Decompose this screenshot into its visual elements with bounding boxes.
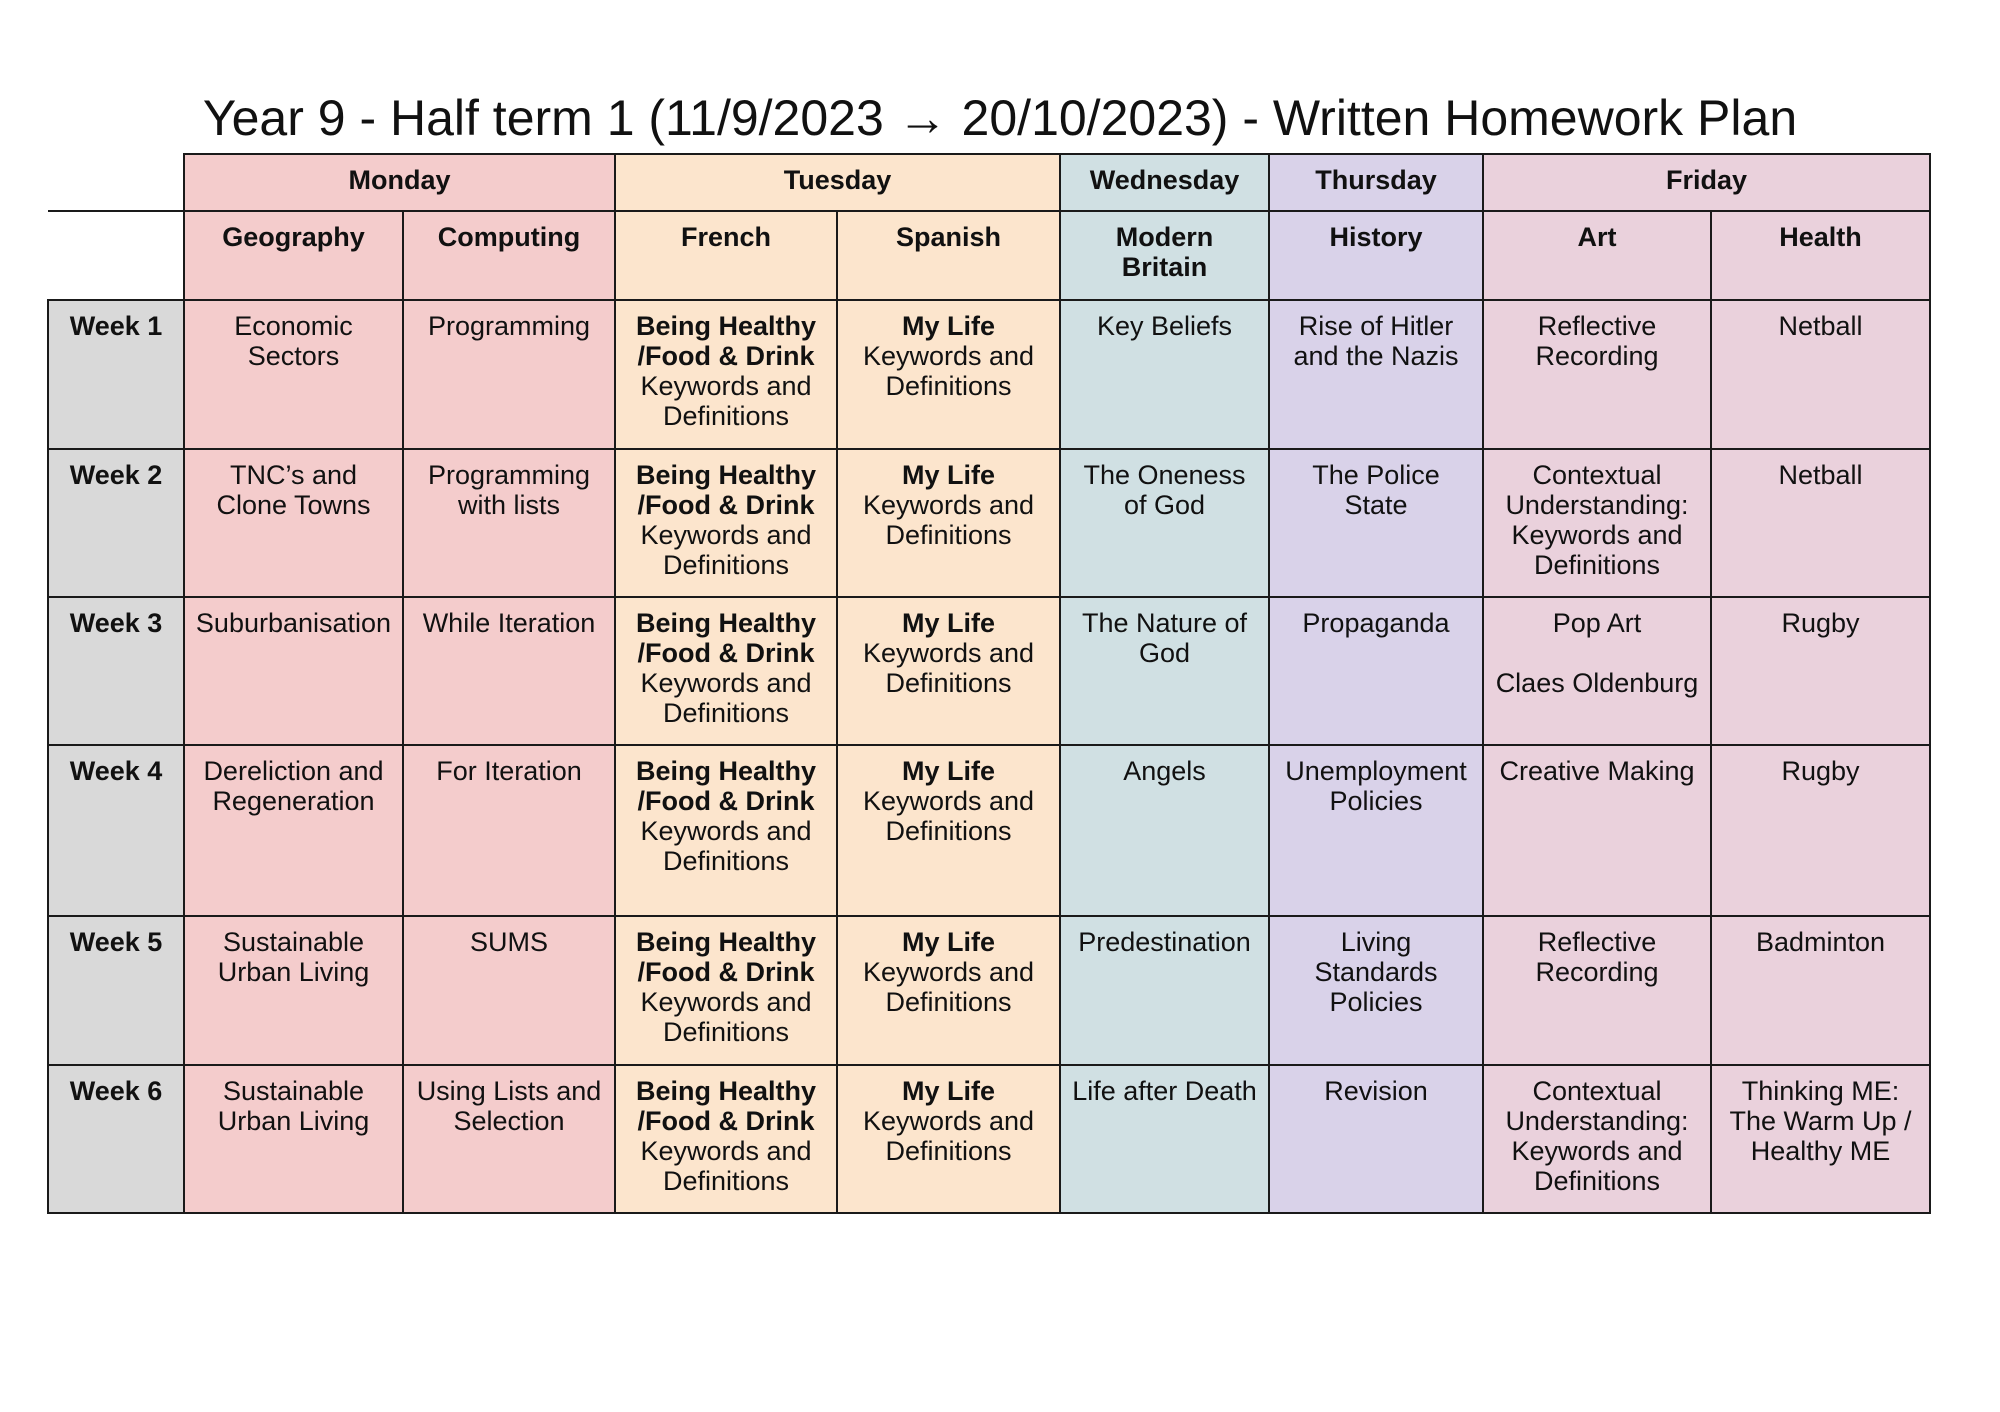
cell-spanish [837,745,1060,916]
cell-line: Keywords and [640,1136,812,1166]
cell-line: Living [1340,927,1412,957]
cell-geography [184,449,403,597]
subject-history: History [1269,211,1483,300]
cell-history [1269,1065,1483,1213]
cell-line: Definitions [885,987,1012,1017]
cell-line: Netball [1778,460,1863,490]
subject-health: Health [1711,211,1930,300]
cell-history [1269,300,1483,449]
cell-line: Being Healthy [635,311,817,341]
cell-line: Recording [1535,341,1659,371]
cell-line: Creative Making [1499,756,1695,786]
line-gap [1490,638,1704,668]
cell-line: Sustainable [222,927,365,957]
cell-computing [403,916,615,1065]
cell-geography [184,597,403,745]
cell-line: SUMS [469,927,548,957]
cell-line: God [1138,638,1191,668]
cell-line: Pop Art [1552,608,1642,638]
cell-geography [184,300,403,449]
cell-line: Keywords and [862,341,1035,371]
cell-line: Thinking ME: [1741,1076,1900,1106]
cell-french [615,1065,837,1213]
cell-line: The Police [1312,460,1440,490]
week-label: Week 3 [48,597,184,745]
cell-line: Contextual [1532,460,1662,490]
table-row [48,916,1930,1065]
week-label: Week 2 [48,449,184,597]
cell-line: Reflective [1537,311,1657,341]
corner-cell [48,154,184,211]
cell-line: /Food & Drink [637,957,815,987]
cell-line: /Food & Drink [637,490,815,520]
cell-line: Definitions [662,1166,790,1196]
day-monday: Monday [184,154,615,211]
cell-modern-britain [1060,745,1269,916]
cell-line: State [1344,490,1408,520]
cell-line: Policies [1329,987,1423,1017]
cell-line: /Food & Drink [637,1106,815,1136]
cell-art [1483,745,1711,916]
cell-geography [184,916,403,1065]
cell-line: My Life [901,311,995,341]
cell-line: Keywords and [640,668,812,698]
cell-modern-britain [1060,449,1269,597]
cell-line: Recording [1535,957,1659,987]
cell-line: Definitions [885,816,1012,846]
cell-line: Selection [453,1106,565,1136]
table-row [48,449,1930,597]
cell-line: Revision [1324,1076,1428,1106]
subject-geography: Geography [184,211,403,300]
cell-line: Definitions [662,401,790,431]
cell-history [1269,916,1483,1065]
cell-line: Being Healthy [635,927,817,957]
cell-history [1269,745,1483,916]
cell-line: Definitions [662,1017,790,1047]
cell-history [1269,597,1483,745]
cell-line: Claes Oldenburg [1495,668,1699,698]
subject-modern-britain-line-2: Britain [1121,252,1208,282]
subject-spanish: Spanish [837,211,1060,300]
cell-french [615,597,837,745]
cell-line: Keywords and [862,1106,1035,1136]
cell-health [1711,745,1930,916]
cell-line: Reflective [1537,927,1657,957]
cell-modern-britain [1060,597,1269,745]
cell-line: Being Healthy [635,460,817,490]
cell-line: Urban Living [217,957,370,987]
cell-modern-britain [1060,1065,1269,1213]
cell-line: Understanding: [1505,1106,1689,1136]
cell-spanish [837,916,1060,1065]
cell-line: /Food & Drink [637,786,815,816]
page-title: Year 9 - Half term 1 (11/9/2023 → 20/10/2023) - Written Homework Plan [202,90,1798,146]
cell-line: Keywords and [862,786,1035,816]
cell-line: and the Nazis [1293,341,1459,371]
cell-line: For Iteration [436,756,582,786]
cell-computing [403,597,615,745]
cell-computing [403,300,615,449]
cell-line: Rugby [1781,608,1860,638]
table-row [48,1065,1930,1213]
cell-line: Definitions [662,846,790,876]
cell-line: Definitions [662,698,790,728]
cell-line: The Nature of [1081,608,1248,638]
cell-line: Contextual [1532,1076,1662,1106]
cell-health [1711,1065,1930,1213]
cell-line: Definitions [885,371,1012,401]
cell-line: Keywords and [862,490,1035,520]
day-header-row [48,154,1930,211]
week-label: Week 6 [48,1065,184,1213]
cell-line: Regeneration [212,786,375,816]
cell-line: Programming [427,460,591,490]
cell-line: My Life [901,756,995,786]
cell-line: Badminton [1755,927,1886,957]
cell-line: The Oneness [1083,460,1246,490]
cell-line: Programming [427,311,591,341]
cell-line: Standards [1314,957,1438,987]
week-label: Week 1 [48,300,184,449]
subject-modern-britain-line-1: Modern [1115,222,1214,252]
subject-art: Art [1483,211,1711,300]
day-thursday: Thursday [1269,154,1483,211]
subject-french: French [615,211,837,300]
cell-computing [403,745,615,916]
cell-health [1711,300,1930,449]
cell-art [1483,1065,1711,1213]
cell-geography [184,1065,403,1213]
cell-french [615,300,837,449]
cell-line: My Life [901,927,995,957]
cell-line: Definitions [885,668,1012,698]
homework-plan-table [47,153,1931,1214]
cell-modern-britain [1060,300,1269,449]
cell-line: My Life [901,608,995,638]
cell-line: /Food & Drink [637,638,815,668]
cell-line: Definitions [1533,550,1661,580]
week-label: Week 4 [48,745,184,916]
cell-line: Keywords and [862,638,1035,668]
cell-line: Keywords and [640,371,812,401]
cell-line: Keywords and [1511,1136,1683,1166]
cell-line: Keywords and [862,957,1035,987]
table-row [48,597,1930,745]
cell-line: Unemployment [1285,756,1467,786]
cell-line: While Iteration [422,608,596,638]
cell-line: Key Beliefs [1096,311,1233,341]
cell-line: Understanding: [1505,490,1689,520]
cell-line: Being Healthy [635,756,817,786]
cell-line: Keywords and [640,520,812,550]
cell-line: Life after Death [1072,1076,1257,1106]
day-friday: Friday [1483,154,1930,211]
cell-french [615,745,837,916]
cell-line: Urban Living [217,1106,370,1136]
cell-line: Keywords and [640,987,812,1017]
cell-line: Keywords and [640,816,812,846]
cell-line: Definitions [885,520,1012,550]
cell-line: Rugby [1781,756,1860,786]
cell-line: Policies [1329,786,1423,816]
cell-line: Sustainable [222,1076,365,1106]
cell-line: My Life [901,1076,995,1106]
cell-art [1483,597,1711,745]
cell-art [1483,300,1711,449]
cell-french [615,916,837,1065]
cell-line: TNC’s and [229,460,358,490]
cell-health [1711,449,1930,597]
corner-cell-2 [48,211,184,300]
cell-spanish [837,300,1060,449]
cell-line: Economic [234,311,353,341]
cell-line: Sectors [247,341,340,371]
cell-line: Healthy ME [1750,1136,1891,1166]
cell-line: Suburbanisation [195,608,392,638]
cell-health [1711,916,1930,1065]
day-wednesday: Wednesday [1060,154,1269,211]
subject-modern-britain [1060,211,1269,300]
cell-modern-britain [1060,916,1269,1065]
cell-line: Propaganda [1302,608,1450,638]
cell-line: with lists [457,490,560,520]
day-tuesday: Tuesday [615,154,1060,211]
cell-line: Being Healthy [635,1076,817,1106]
cell-line: Definitions [662,550,790,580]
cell-line: of God [1123,490,1206,520]
week-label: Week 5 [48,916,184,1065]
cell-spanish [837,1065,1060,1213]
subject-computing: Computing [403,211,615,300]
cell-computing [403,449,615,597]
cell-line: My Life [901,460,995,490]
cell-line: Keywords and [1511,520,1683,550]
cell-line: /Food & Drink [637,341,815,371]
subject-header-row [48,211,1930,300]
cell-spanish [837,449,1060,597]
cell-line: Netball [1778,311,1863,341]
cell-line: The Warm Up / [1729,1106,1912,1136]
cell-line: Clone Towns [216,490,371,520]
cell-health [1711,597,1930,745]
cell-geography [184,745,403,916]
cell-computing [403,1065,615,1213]
cell-spanish [837,597,1060,745]
cell-line: Definitions [1533,1166,1661,1196]
table-row [48,300,1930,449]
cell-line: Using Lists and [416,1076,602,1106]
cell-line: Definitions [885,1136,1012,1166]
cell-line: Angels [1123,756,1206,786]
week-rows [48,300,1930,1213]
cell-french [615,449,837,597]
cell-art [1483,449,1711,597]
cell-line: Predestination [1078,927,1251,957]
cell-line: Dereliction and [203,756,384,786]
cell-line: Being Healthy [635,608,817,638]
cell-line: Rise of Hitler [1298,311,1454,341]
cell-art [1483,916,1711,1065]
cell-history [1269,449,1483,597]
table-row [48,745,1930,916]
